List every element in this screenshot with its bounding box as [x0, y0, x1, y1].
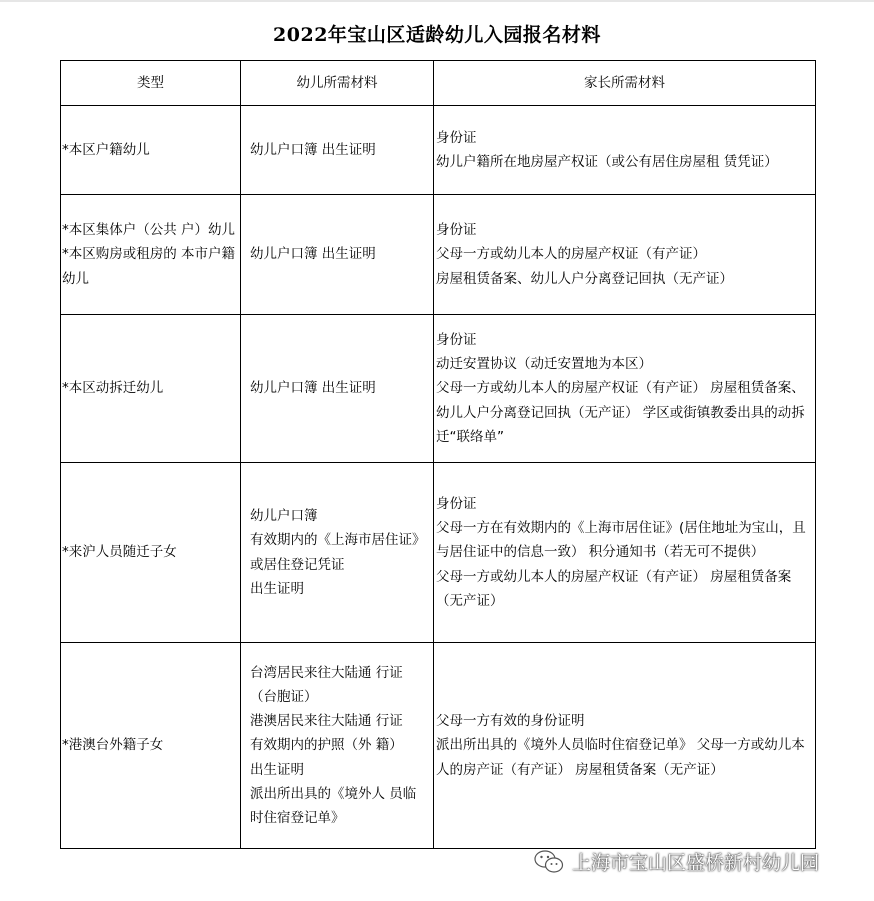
- parent-materials-cell: [434, 463, 816, 643]
- parent-material-line: 身份证: [436, 129, 477, 146]
- child-material-line: 幼儿户口簿: [250, 508, 318, 525]
- top-divider: [0, 0, 874, 2]
- child-material-line: 出生证明: [250, 761, 304, 778]
- table-row: [61, 106, 816, 195]
- child-material-line: 有效期内的护照（外 籍）: [250, 737, 403, 754]
- parent-materials-cell: [434, 106, 816, 195]
- parent-material-line: 父母一方或幼儿本人的房屋产权证（有产证） 房屋租赁备案（无产证）: [436, 568, 792, 609]
- parent-material-line: 身份证: [436, 332, 477, 349]
- type-cell: [61, 106, 241, 195]
- type-line: *本区动拆迁幼儿: [62, 380, 164, 397]
- type-cell: [61, 643, 241, 849]
- type-cell: [61, 315, 241, 463]
- type-line: *港澳台外籍子女: [62, 737, 164, 754]
- child-materials-cell: [241, 315, 434, 463]
- header-child-materials: 幼儿所需材料: [241, 61, 434, 106]
- parent-materials-cell: [434, 643, 816, 849]
- table-row: [61, 463, 816, 643]
- table-row: [61, 643, 816, 849]
- type-line: *来沪人员随迁子女: [62, 544, 177, 561]
- parent-material-line: 身份证: [436, 222, 477, 239]
- parent-material-line: 动迁安置协议（动迁安置地为本区）: [436, 356, 652, 373]
- wechat-icon: [534, 849, 564, 875]
- parent-material-line: 父母一方或幼儿本人的房屋产权证（有产证）: [436, 246, 706, 263]
- child-materials-cell: [241, 195, 434, 315]
- watermark: [534, 848, 819, 875]
- table-header-row: [61, 61, 816, 106]
- parent-material-line: 父母一方有效的身份证明: [436, 713, 585, 730]
- type-line: *本区户籍幼儿: [62, 141, 150, 158]
- table-row: [61, 195, 816, 315]
- child-material-line: 台湾居民来往大陆通 行证（台胞证）: [250, 665, 403, 706]
- child-material-line: 有效期内的《上海市居住证》: [250, 532, 426, 549]
- parent-material-line: 幼儿户籍所在地房屋产权证（或公有居住房屋租 赁凭证）: [436, 154, 778, 170]
- materials-table: [60, 60, 816, 849]
- child-material-line: 出生证明: [250, 580, 304, 597]
- watermark-text: 上海市宝山区盛桥新村幼儿园: [572, 852, 820, 874]
- child-material-line: 派出所出具的《境外人 员临时住宿登记单》: [250, 785, 417, 826]
- child-materials-cell: [241, 463, 434, 643]
- type-line: *本区购房或租房的 本市户籍幼儿: [62, 246, 236, 287]
- child-materials-cell: [241, 106, 434, 195]
- child-material-line: 港澳居民来往大陆通 行证: [250, 713, 403, 730]
- parent-materials-cell: [434, 315, 816, 463]
- header-parent-materials: 家长所需材料: [434, 61, 816, 106]
- parent-material-line: 父母一方或幼儿本人的房屋产权证（有产证） 房屋租赁备案、幼儿人户分离登记回执（无产证） 学区或街镇教委出具的动拆迁“联络单”: [436, 380, 805, 445]
- header-type: 类型: [61, 61, 241, 106]
- child-materials-cell: [241, 643, 434, 849]
- child-material-line: 幼儿户口簿 出生证明: [250, 380, 376, 397]
- parent-materials-cell: [434, 195, 816, 315]
- page-title: 2022年宝山区适龄幼儿入园报名材料: [273, 24, 601, 46]
- parent-material-line: 房屋租赁备案、幼儿人户分离登记回执（无产证）: [436, 270, 733, 287]
- parent-material-line: 派出所出具的《境外人员临时住宿登记单》 父母一方或幼儿本人的房产证（有产证） 房屋租赁备案（无产证）: [436, 737, 805, 778]
- parent-material-line: 身份证: [436, 496, 477, 513]
- parent-material-line: 父母一方在有效期内的《上海市居住证》(居住地址为宝山，且与居住证中的信息一致） 积分通知书（若无可不提供）: [436, 520, 806, 561]
- type-cell: [61, 463, 241, 643]
- child-material-line: 幼儿户口簿 出生证明: [250, 246, 376, 263]
- child-material-line: 幼儿户口簿 出生证明: [250, 141, 376, 158]
- child-material-line: 或居住登记凭证: [250, 556, 345, 573]
- table-row: [61, 315, 816, 463]
- type-cell: [61, 195, 241, 315]
- type-line: *本区集体户（公共 户）幼儿: [62, 222, 236, 239]
